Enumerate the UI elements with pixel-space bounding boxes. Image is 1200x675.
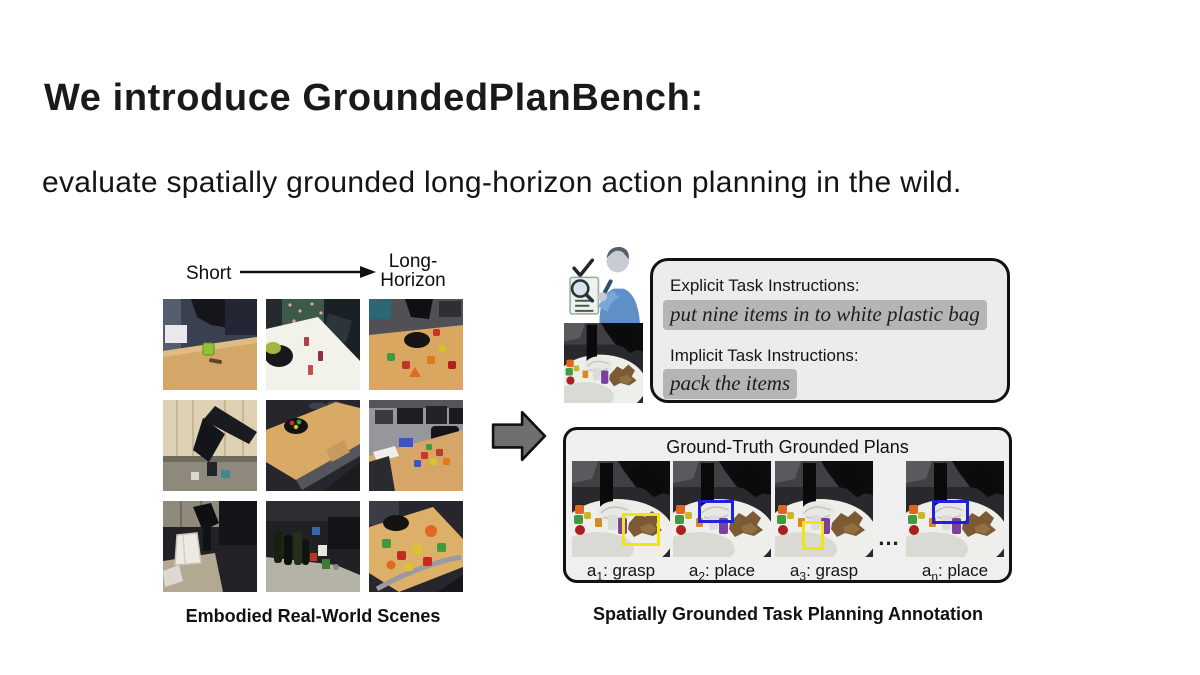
implicit-instruction-value: pack the items — [663, 369, 797, 399]
plan-step-3-label: $a_3$: grasp — [789, 561, 859, 584]
long-horizon-label — [376, 252, 450, 290]
plan-step-3 — [775, 461, 873, 583]
plan-step-1 — [572, 461, 670, 583]
checkmark-glyph — [574, 260, 592, 275]
page-title: We introduce GroundedPlanBench: — [44, 77, 704, 120]
short-horizon-label: Short — [186, 263, 232, 284]
plan-step-n-label: $a_n$: place — [921, 561, 989, 584]
plan-step-2 — [673, 461, 771, 583]
explicit-instructions-label: Explicit Task Instructions: — [670, 276, 860, 295]
plan-steps-ellipsis: ... — [878, 525, 900, 550]
arrow-right-icon — [240, 264, 376, 280]
long-label-line1: Long- — [388, 251, 438, 272]
plan-step-2-label: $a_2$: place — [688, 561, 756, 584]
implicit-instructions-label: Implicit Task Instructions: — [670, 346, 859, 365]
scene-photo-counter-bottles — [266, 501, 360, 592]
grasp-bounding-box — [802, 521, 824, 550]
place-bounding-box — [698, 500, 734, 523]
place-bounding-box — [932, 500, 969, 524]
plan-step-1-label: $a_1$: grasp — [586, 561, 656, 584]
task-instructions-box — [650, 258, 1010, 403]
scene-photo-white-table-bottles — [266, 299, 360, 390]
scene-photo-cabinets-robot-arm — [163, 400, 257, 491]
scene-photo-table-green-cup — [163, 299, 257, 390]
scene-photo-table-corner-toys — [369, 501, 463, 592]
left-panel-caption: Embodied Real-World Scenes — [185, 606, 441, 626]
embodied-scenes-grid — [163, 299, 463, 592]
page-subtitle: evaluate spatially grounded long-horizon action planning in the wild. — [42, 166, 962, 199]
plan-step-n — [906, 461, 1004, 583]
plans-box-title: Ground-Truth Grounded Plans — [666, 437, 909, 457]
task-scene-photo — [564, 323, 643, 403]
annotator-with-checklist-icon — [565, 244, 644, 323]
right-panel-caption: Spatially Grounded Task Planning Annotation — [592, 604, 984, 624]
scene-photo-diagonal-table-bowl — [266, 400, 360, 491]
plan-step-1-image — [572, 461, 670, 557]
scene-photo-office-desk-blocks — [369, 400, 463, 491]
scene-photo-counter-paper-bag — [163, 501, 257, 592]
scene-photo-table-bowl-toys — [369, 299, 463, 390]
grounded-plans-box — [563, 427, 1012, 583]
plan-step-n-image — [906, 461, 1004, 557]
long-label-line2: Horizon — [380, 270, 446, 291]
plan-step-3-image — [775, 461, 873, 557]
plan-step-2-image — [673, 461, 771, 557]
grasp-bounding-box — [622, 513, 660, 546]
block-arrow-right-icon — [490, 407, 548, 465]
explicit-instruction-value: put nine items in to white plastic bag — [663, 300, 987, 330]
